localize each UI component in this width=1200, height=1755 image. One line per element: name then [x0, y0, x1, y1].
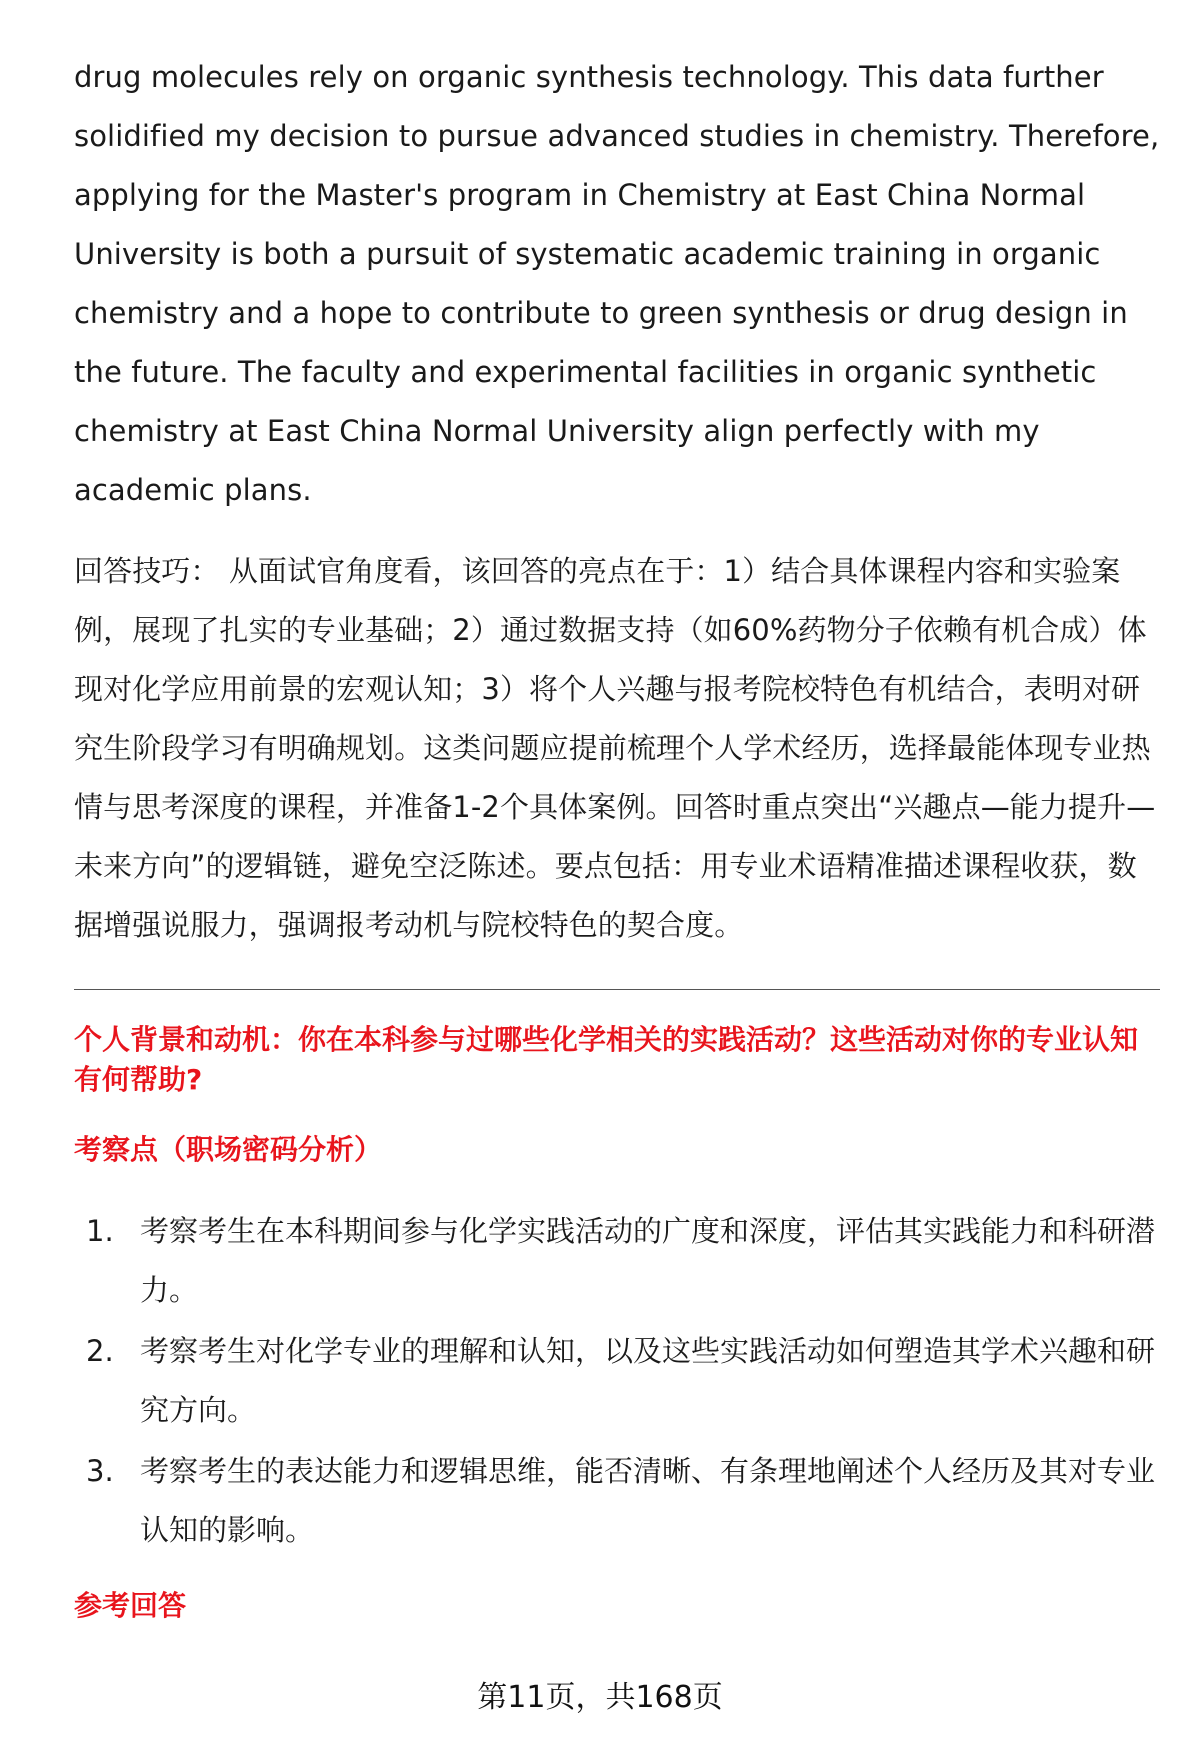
- reference-answer-heading: 参考回答: [74, 1589, 187, 1622]
- list-item-text: 考察考生的表达能力和逻辑思维，能否清晰、有条理地阐述个人经历及其对专业认知的影响。: [140, 1454, 1156, 1547]
- list-item: [74, 1442, 1160, 1560]
- list-item-text: 考察考生对化学专业的理解和认知，以及这些实践活动如何塑造其学术兴趣和研究方向。: [140, 1334, 1156, 1427]
- document-page: [74, 48, 1160, 1626]
- assessment-points-heading: 考察点（职场密码分析）: [74, 1133, 383, 1166]
- list-item: [74, 1322, 1160, 1440]
- list-item-number: 1.: [86, 1214, 114, 1248]
- section-divider: [74, 989, 1160, 990]
- answer-tip-paragraph: 回答技巧： 从面试官角度看，该回答的亮点在于：1）结合具体课程内容和实验案例，展现了扎实的专业基础；2）通过数据支持（如60%药物分子依赖有机合成）体现对化学应用前景的宏观认知；3）将个人兴趣与报考院校特色有机结合，表明对研究生阶段学习有明确规划。这类问题应提前梳理个人学术经历，选择最能体现专业热情与思考深度的课程，并准备1-2个具体案例。回答时重点突出“兴趣点—能力提升—未来方向”的逻辑链，避免空泛陈述。要点包括：用专业术语精准描述课程收获，数据增强说服力，强调报考动机与院校特色的契合度。: [74, 554, 1156, 942]
- question-heading: 个人背景和动机：你在本科参与过哪些化学相关的实践活动？这些活动对你的专业认知有何帮助?: [74, 1023, 1139, 1096]
- page-number-footer: 第11页，共168页: [477, 1680, 723, 1715]
- assessment-points-list: [74, 1202, 1160, 1560]
- answer-paragraph-english: drug molecules rely on organic synthesis technology. This data further solidified my decision to pursue advanced studies in chemistry. Therefore, applying for the Master's program in Chemistry at East China Normal University is both a pursuit of systematic academic training in organic chemistry and a hope to contribute to green synthesis or drug design in the future. The faculty and experimental facilities in organic synthetic chemistry at East China Normal University align perfectly with my academic plans.: [74, 60, 1160, 507]
- list-item-number: 3.: [86, 1454, 114, 1488]
- list-item: [74, 1202, 1160, 1320]
- list-item-number: 2.: [86, 1334, 114, 1368]
- list-item-text: 考察考生在本科期间参与化学实践活动的广度和深度，评估其实践能力和科研潜力。: [140, 1214, 1156, 1307]
